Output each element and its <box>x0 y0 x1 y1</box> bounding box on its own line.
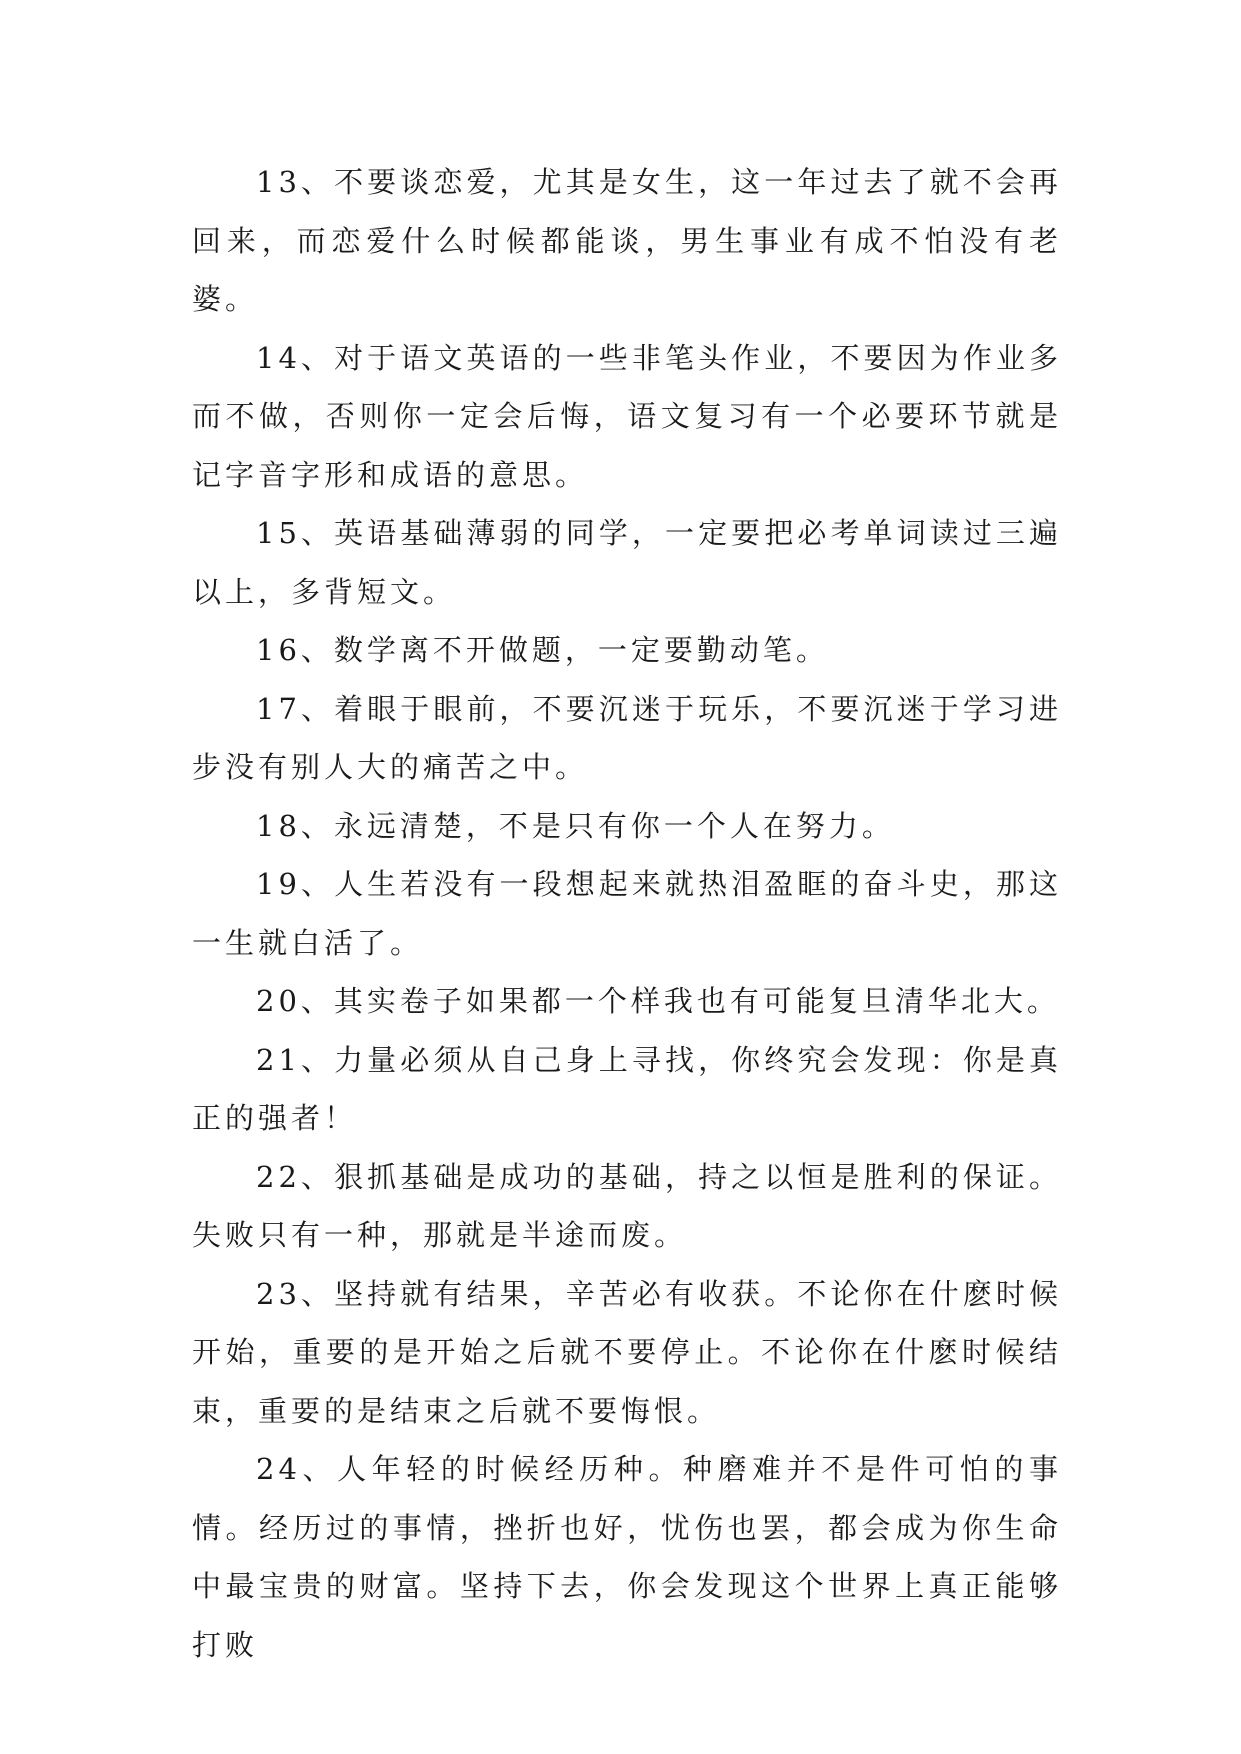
paragraph-22: 22、狠抓基础是成功的基础，持之以恒是胜利的保证。失败只有一种，那就是半途而废。 <box>192 1159 1062 1252</box>
paragraph-16: 16、数学离不开做题，一定要勤动笔。 <box>256 633 829 667</box>
paragraph-13: 13、不要谈恋爱，尤其是女生，这一年过去了就不会再回来，而恋爱什么时候都能谈，男生事业有成不怕没有老婆。 <box>192 165 1062 316</box>
paragraph-15: 15、英语基础薄弱的同学，一定要把必考单词读过三遍以上，多背短文。 <box>192 516 1062 609</box>
paragraph-19: 19、人生若没有一段想起来就热泪盈眶的奋斗史，那这一生就白活了。 <box>192 867 1062 960</box>
paragraph-24: 24、人年轻的时候经历种。种磨难并不是件可怕的事情。经历过的事情，挫折也好，忧伤也罢，都会成为你生命中最宝贵的财富。坚持下去，你会发现这个世界上真正能够打败 <box>192 1452 1062 1662</box>
paragraph-17: 17、着眼于眼前，不要沉迷于玩乐，不要沉迷于学习进步没有别人大的痛苦之中。 <box>192 691 1062 784</box>
document-body <box>192 153 1062 1674</box>
paragraph-23: 23、坚持就有结果，辛苦必有收获。不论你在什麽时候开始，重要的是开始之后就不要停止。不论你在什麽时候结束，重要的是结束之后就不要悔恨。 <box>192 1276 1062 1428</box>
paragraph-21: 21、力量必须从自己身上寻找，你终究会发现：你是真正的强者！ <box>192 1042 1062 1135</box>
paragraph-18: 18、永远清楚，不是只有你一个人在努力。 <box>256 808 895 843</box>
paragraph-14: 14、对于语文英语的一些非笔头作业，不要因为作业多而不做，否则你一定会后悔，语文复习有一个必要环节就是记字音字形和成语的意思。 <box>192 340 1062 492</box>
paragraph-20: 20、其实卷子如果都一个样我也有可能复旦清华北大。 <box>256 984 1060 1018</box>
